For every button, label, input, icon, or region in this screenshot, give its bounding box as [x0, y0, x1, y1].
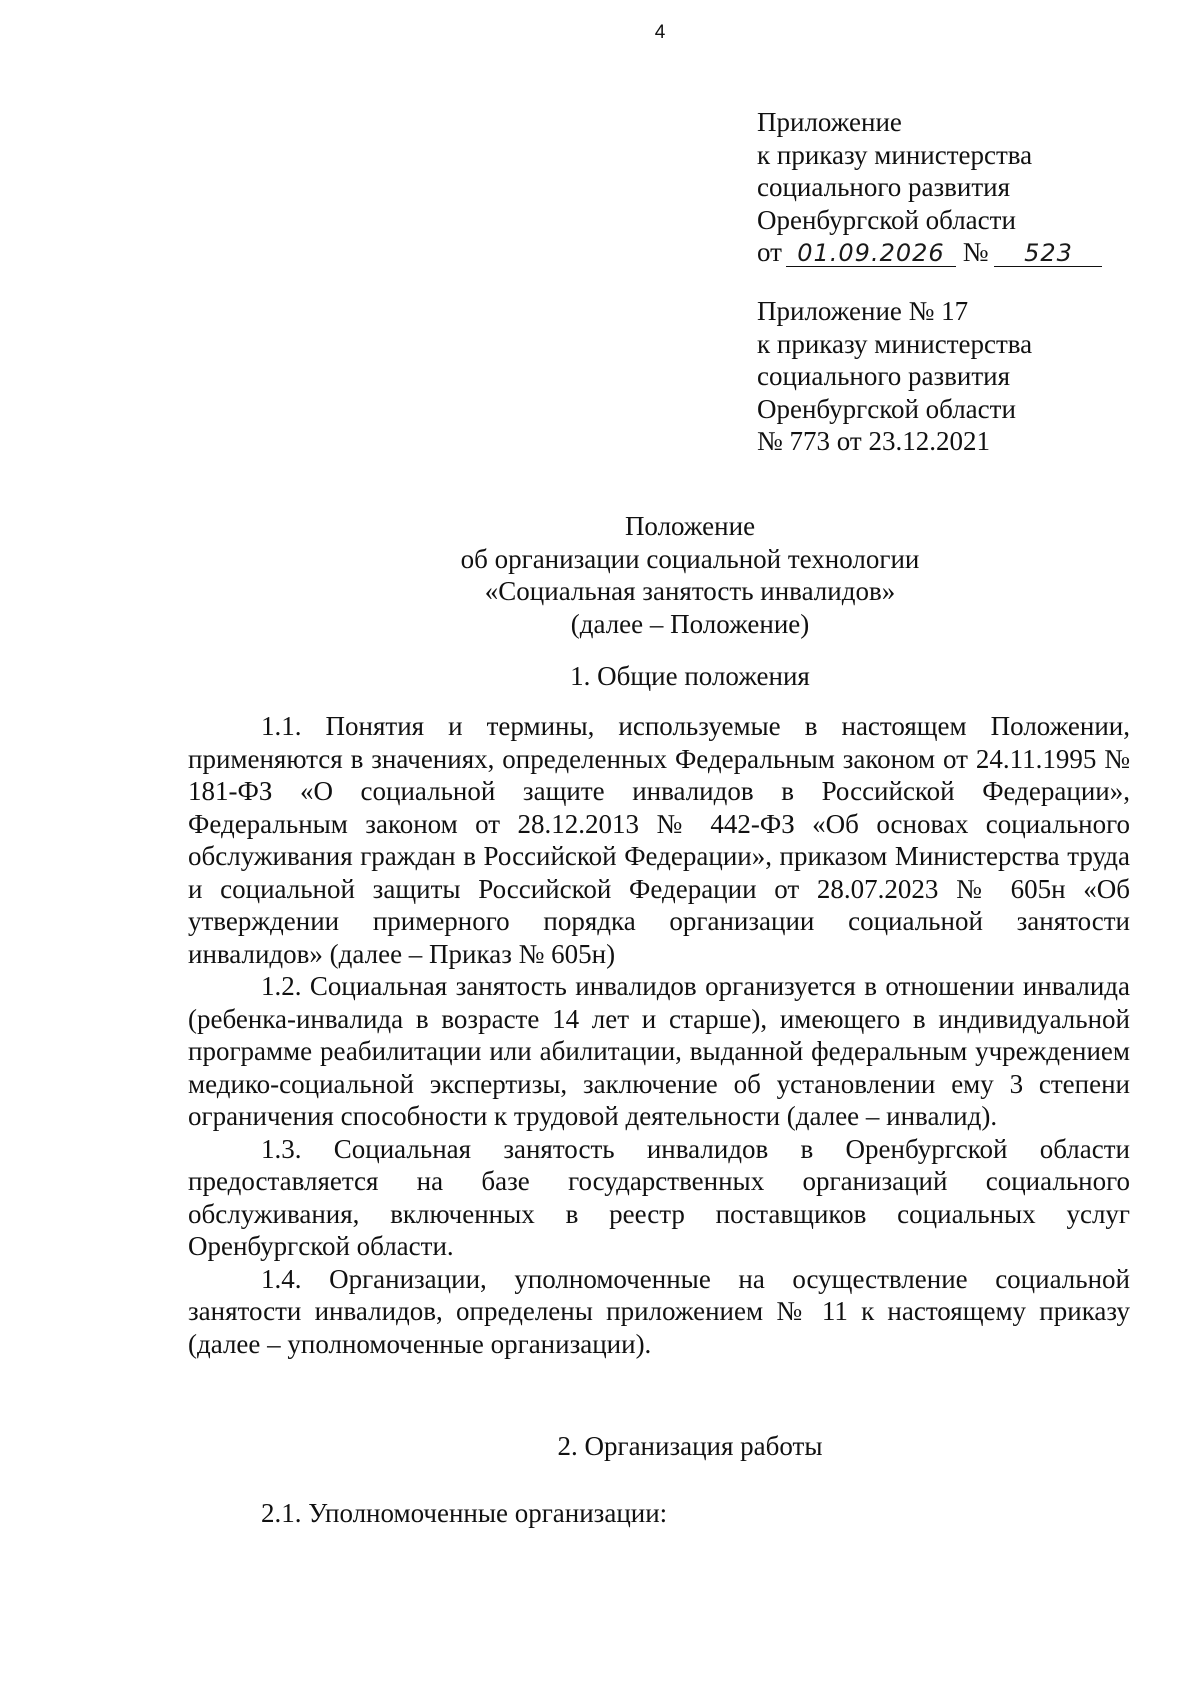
section-1-body	[188, 710, 1130, 1360]
order-date-line	[757, 236, 1102, 269]
paragraph-2-1: 2.1. Уполномоченные организации:	[261, 1498, 668, 1528]
appendix-line: к приказу министерства	[757, 328, 1033, 359]
title-line: об организации социальной технологии	[460, 543, 920, 574]
title-line: (далее – Положение)	[570, 608, 810, 639]
section-2-heading: 2. Организация работы	[557, 1431, 823, 1461]
appendix-line: к приказу министерства	[757, 139, 1033, 170]
appendix-line: Приложение № 17	[757, 296, 969, 326]
appendix-line: социального развития	[757, 361, 1011, 391]
paragraph-1-2: 1.2. Социальная занятость инвалидов организуется в отношении инвалида (ребенка-инвалида в возрасте 14 лет и старше), имеющего в индивидуальной программе реабилитации или абилитации, выданной федеральным учреждением медико-социальной экспертизы, заключение об установлении ему 3 степени ограничения способности к трудовой деятельности (далее – инвалид).	[188, 971, 1130, 1131]
paragraph-1-1: 1.1. Понятия и термины, используемые в настоящем Положении, применяются в значениях, определенных Федеральным законом от 24.11.1995 № 181-ФЗ «О социальной защите инвалидов в Российской Федерации», Федеральным законом от 28.12.2013 № 442-ФЗ «Об основах социального обслуживания граждан в Российской Федерации», приказом Министерства труда и социальной защиты Российской Федерации от 28.07.2023 № 605н «Об утверждении примерного порядка организации социальной занятости инвалидов» (далее – Приказ № 605н)	[188, 711, 1130, 969]
title-line: Положение	[624, 511, 756, 541]
number-sign: №	[962, 237, 989, 267]
handwritten-number: 523	[994, 240, 1102, 267]
document-title	[150, 510, 1200, 640]
handwritten-date: 01.09.2026	[786, 240, 956, 267]
appendix-line: Оренбургской области	[757, 204, 1016, 235]
page-number: 4	[654, 22, 666, 43]
section-1-heading: 1. Общие положения	[570, 661, 810, 691]
appendix-line: социального развития	[757, 172, 1011, 202]
paragraph-1-4: 1.4. Организации, уполномоченные на осуществление социальной занятости инвалидов, определены приложением № 11 к настоящему приказу (далее – уполномоченные организации).	[188, 1263, 1130, 1359]
title-line: «Социальная занятость инвалидов»	[484, 576, 896, 606]
appendix-line: Оренбургской области	[757, 393, 1016, 424]
appendix-header-original	[757, 295, 1032, 458]
date-prefix: от	[757, 237, 782, 267]
appendix-line: Приложение	[757, 107, 902, 137]
appendix-line: № 773 от 23.12.2021	[757, 426, 990, 456]
paragraph-1-3: 1.3. Социальная занятость инвалидов в Оренбургской области предоставляется на базе государственных организаций социального обслуживания, включенных в реестр поставщиков социальных услуг Оренбургской области.	[188, 1133, 1130, 1261]
appendix-header-current	[757, 106, 1102, 269]
